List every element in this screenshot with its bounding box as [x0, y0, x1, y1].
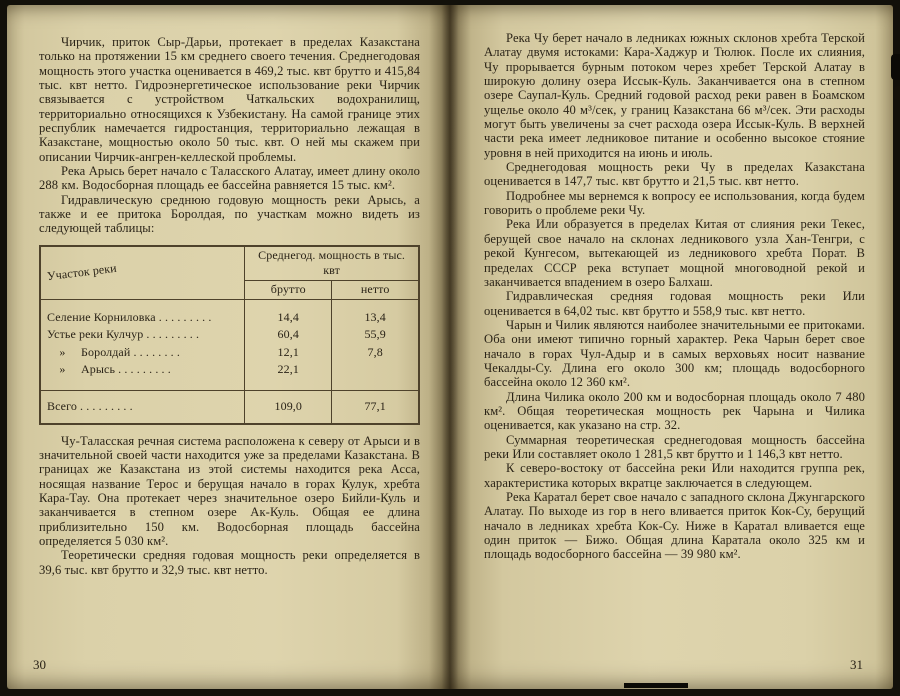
paragraph: Река Арысь берет начало с Таласского Алатау, имеет длину около 288 км. Водосборная площадь ее бассейна равняется 15 тыс. км². — [39, 164, 420, 193]
table-row — [40, 326, 419, 344]
paragraph: Суммарная теоретическая среднегодовая мощность бассейна реки Или составляет около 1 281,5 квт брутто и 1 146,3 квт нетто. — [484, 432, 865, 461]
row-brutto: 12,1 — [245, 344, 332, 362]
book-spread — [7, 5, 893, 689]
page-number-right: 31 — [850, 657, 863, 672]
paragraph: Река Или образуется в пределах Китая от слияния реки Текес, берущей свое начало на склонах ледникового узла Хан-Тенгри, с рекой Кунгесом, вытекающей из ледникового хребта Порат. В пределах СССР река вступает мощной многоводной рекой и заканчивается впадением в озеро Балхаш. — [484, 217, 865, 289]
paragraph: Теоретически средняя годовая мощность реки определяется в 39,6 тыс. квт брутто и 32,9 тыс. квт нетто. — [39, 548, 420, 577]
table-header-river-section — [40, 246, 245, 299]
paragraph: Гидравлическую среднюю годовую мощность реки Арысь, а также и ее притока Боролдая, по участкам можно видеть из следующей таблицы: — [39, 192, 420, 236]
left-page — [7, 5, 450, 689]
page-number-left: 30 — [33, 657, 46, 672]
paragraph: Подробнее мы вернемся к вопросу ее использования, когда будем говорить о проблеме реки Чу. — [484, 188, 865, 218]
paragraph: Чу-Таласская речная система расположена к северу от Арыси и в значительной своей части находится уже за пределами Казакстана. В границах же Казакстана из этой системы находится река Асса, носящая название Терос и берущая начало в горах Кулук, хребта Кара-Тау. Она протекает через значительное озеро Бийли-Куль и заканчивается в степном озере Ак-Куль. Общая ее длина приблизительно 150 км. Водосборная площадь бассейна определяется 5 030 км². — [39, 433, 420, 548]
table-row — [40, 299, 419, 326]
row-brutto: 14,4 — [245, 299, 332, 326]
table-header-power: Среднегод. мощность в тыс. квт — [245, 246, 419, 281]
row-netto — [332, 361, 419, 390]
paragraph: Чарын и Чилик являются наиболее значительными ее притоками. Оба они имеют типично горный характер. Река Чарын берет свое начало в горах Чул-Адыр и в самых верховьях носит название Чекалды-Су. Длина его около 300 км; площадь водосборного бассейна около 12 360 км². — [484, 317, 865, 390]
table-row — [40, 361, 419, 390]
row-netto: 55,9 — [332, 326, 419, 344]
table-header-row — [40, 246, 419, 281]
row-label: » Боролдай . . . . . . . . — [47, 344, 180, 359]
paragraph: Река Чу берет начало в ледниках южных склонов хребта Терской Алатау двумя истоками: Кара-Хаджур и Тюлюк. После их слияния, Чу прорывается бурным потоком через хребет Терской Алатау в широкую долину озера Иссык-Куль. Заканчивается она в степном озере Саупал-Куль. Средний годовой расход реки равен в Боамском ущелье около 40 м³/сек, у границ Казакстана 66 м³/сек. Эти расходы могут быть увеличены за счет расхода озера Иссык-Куль. В верхней части река имеет ледниковое питание и особенно высокое стояние уровня в ней приходится на июнь и июль. — [484, 31, 865, 160]
total-brutto: 109,0 — [245, 390, 332, 423]
row-brutto: 60,4 — [245, 326, 332, 344]
paragraph: Река Каратал берет свое начало с западного склона Джунгарского Алатау. По выходе из гор в него вливается приток Кок-Су, берущий начало в ледниках хребта Кок-Су. Ниже в Каратал вливается еще один приток — Бижо. Общая длина Каратала около 325 км и площадь водосборного бассейна — 39 980 км². — [484, 490, 865, 562]
row-netto: 7,8 — [332, 344, 419, 362]
river-power-table — [39, 245, 420, 425]
table-header-netto: нетто — [332, 281, 419, 300]
right-page-text — [484, 31, 865, 562]
right-page — [450, 5, 893, 689]
scan-artifact — [894, 86, 900, 100]
total-label: Всего . . . . . . . . . — [40, 390, 245, 423]
row-netto: 13,4 — [332, 299, 419, 326]
table-header-river-label: Участок реки — [46, 260, 118, 284]
paragraph: Длина Чилика около 200 км и водосборная площадь около 7 480 км². Общая теоретическая мощность рек Чарына и Чилика оценивается, как указано на стр. 32. — [484, 389, 865, 433]
row-brutto: 22,1 — [245, 361, 332, 390]
paragraph: К северо-востоку от бассейна реки Или находится группа рек, характеристика которых вкратце заключается в следующем. — [484, 461, 865, 490]
total-netto: 77,1 — [332, 390, 419, 423]
scan-artifact — [891, 54, 900, 80]
paragraph: Среднегодовая мощность реки Чу в пределах Казакстана оценивается в 147,7 тыс. квт брутто и 21,5 тыс. квт нетто. — [484, 160, 865, 189]
table-header-brutto: брутто — [245, 281, 332, 300]
row-label: » Арысь . . . . . . . . . — [47, 362, 171, 377]
row-label: Устье реки Кулчур . . . . . . . . . — [47, 327, 200, 342]
paragraph: Чирчик, приток Сыр-Дарьи, протекает в пределах Казакстана только на протяжении 15 км среднего своего течения. Среднегодовая мощность этого участка оценивается в 469,2 тыс. квт брутто и 415,84 тыс. квт нетто. Гидроэнергетическое использование реки Чирчик связывается с устройством Чаткальских водохранилищ, территориально относящихся к Узбекистану. На самой границе этих республик намечается гидростанция, территориально лежащая в Казакстане, мощностью около 50 тыс. квт. О ней мы скажем при описании Чирчик-ангрен-келлеской проблемы. — [39, 35, 420, 164]
table-total-row — [40, 390, 419, 423]
scan-artifact — [624, 683, 688, 688]
paragraph: Гидравлическая средняя годовая мощность реки Или оценивается в 64,02 тыс. квт брутто и 558,9 тыс. квт нетто. — [484, 289, 865, 318]
row-label: Селение Корниловка . . . . . . . . . — [47, 309, 212, 324]
table-row — [40, 344, 419, 362]
left-page-text — [39, 35, 420, 577]
